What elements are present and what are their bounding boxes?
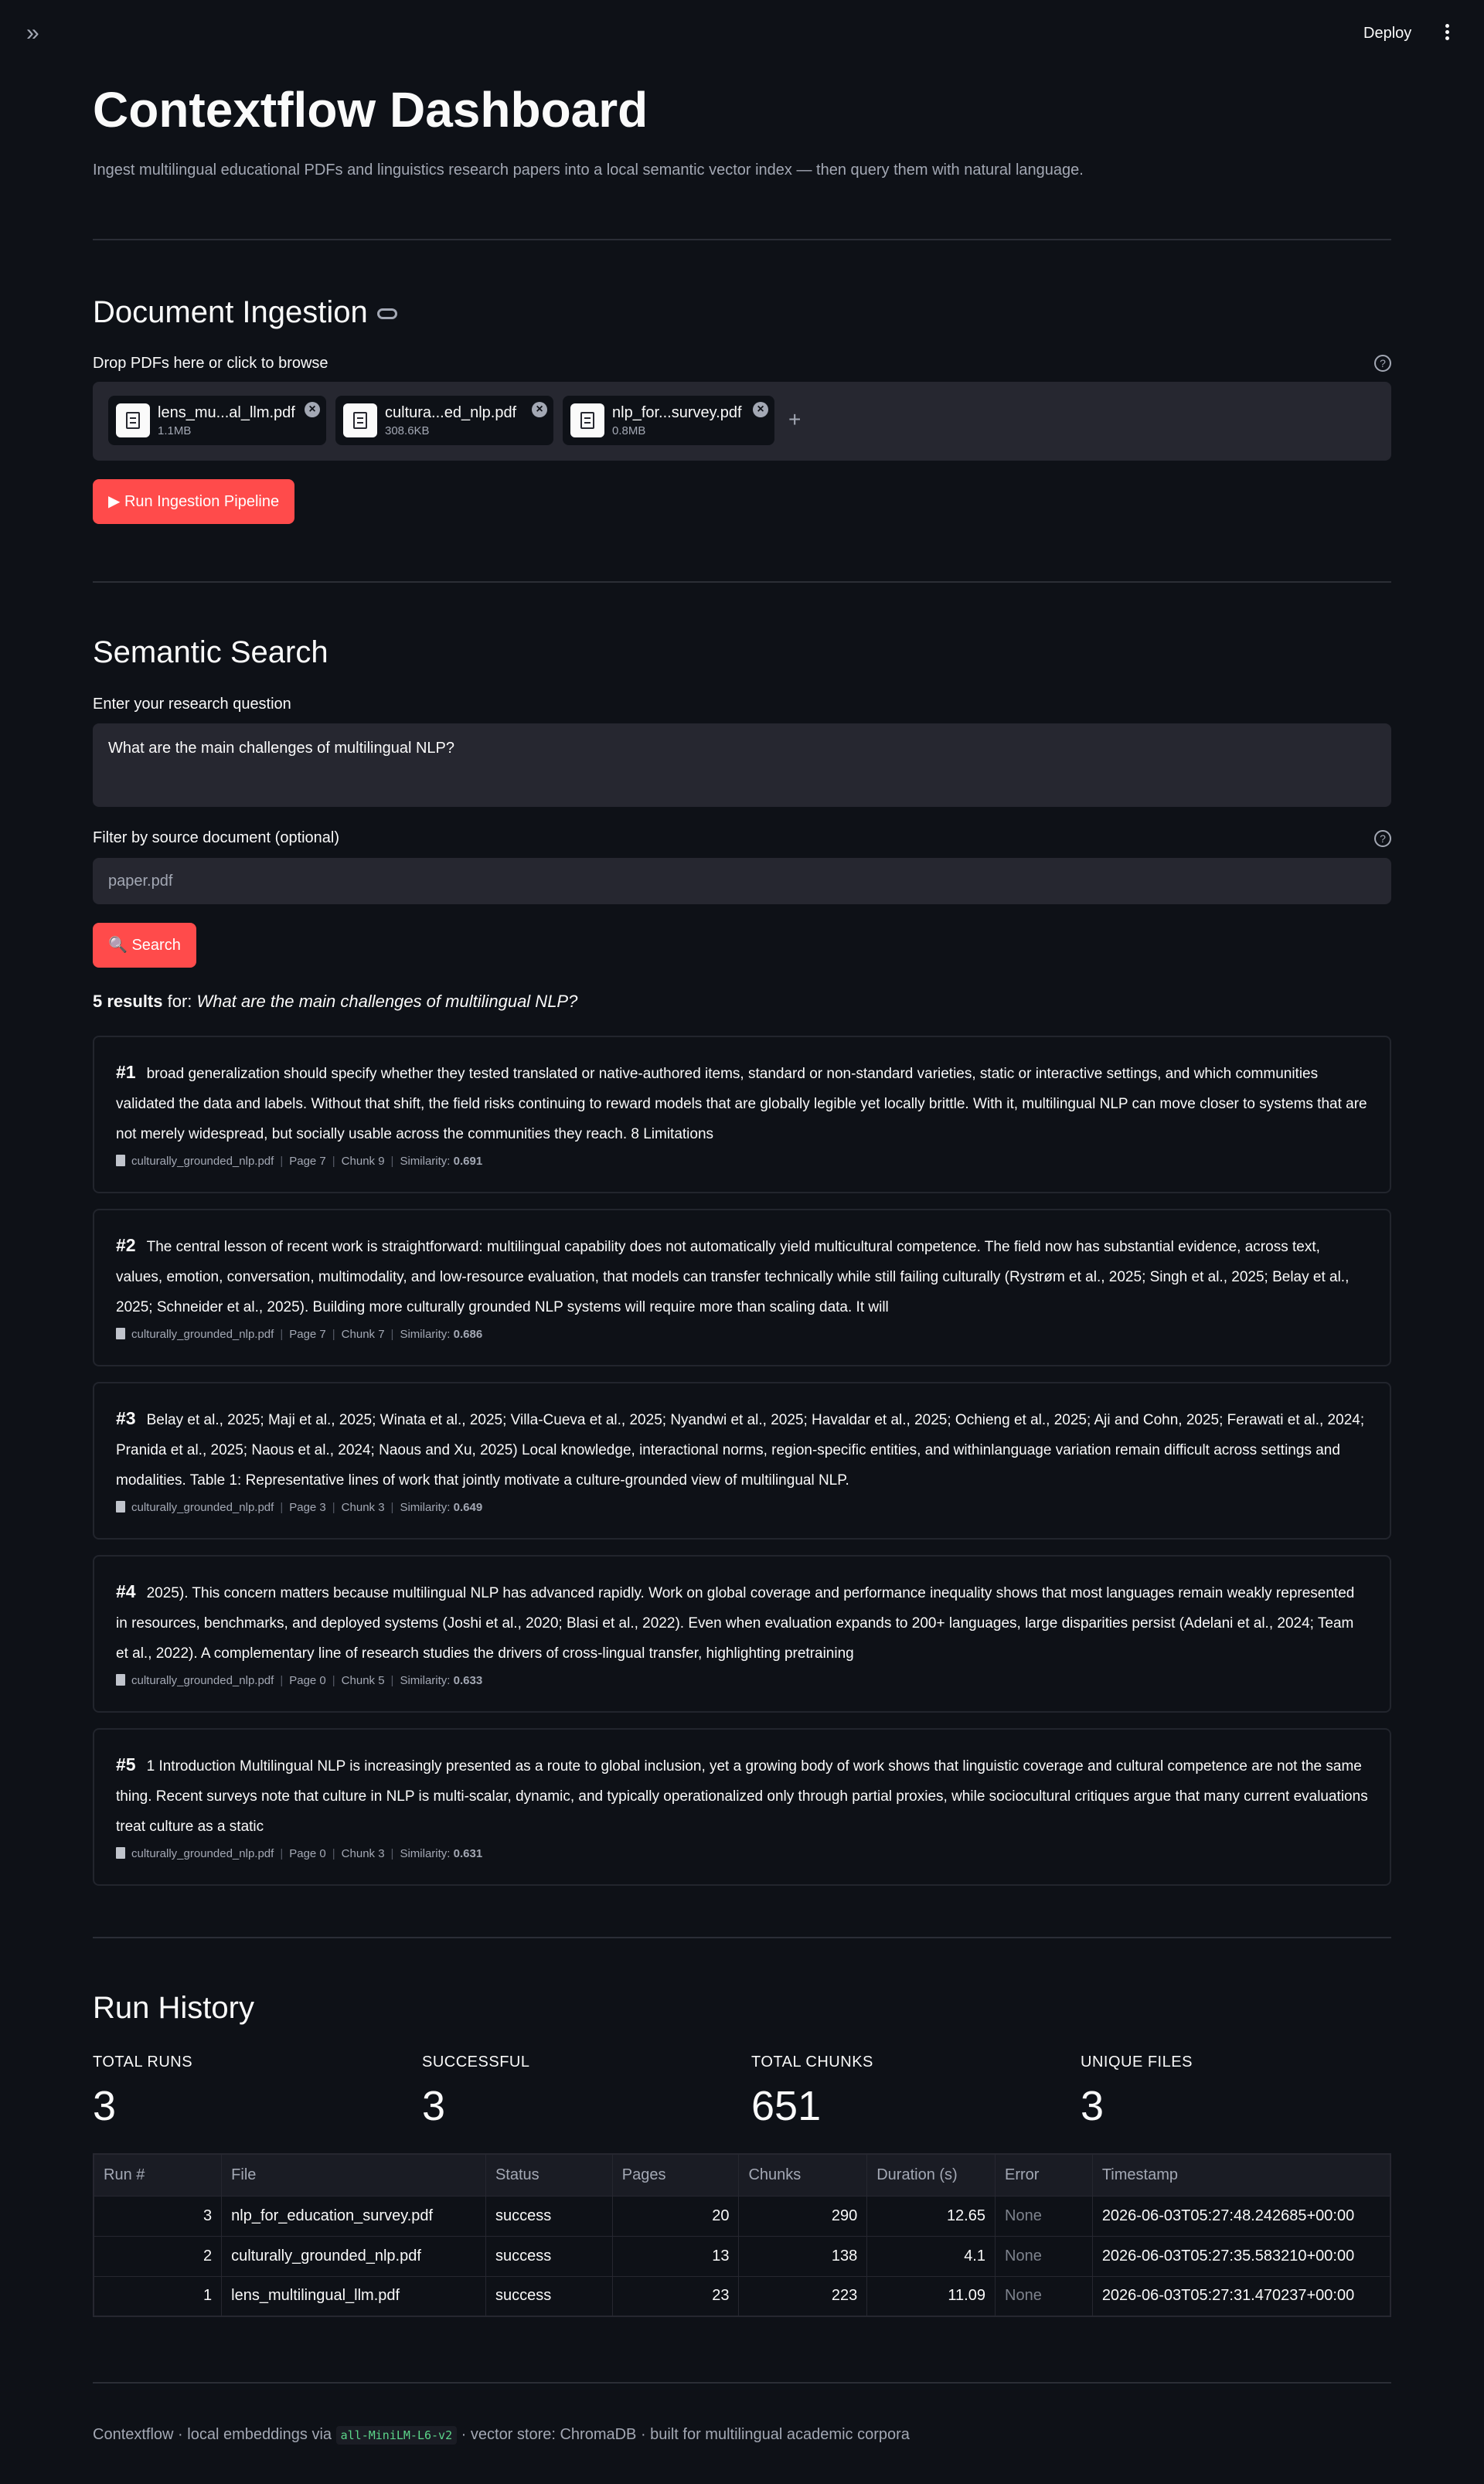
file-name: lens_mu...al_llm.pdf [158, 404, 295, 421]
document-icon [116, 1155, 125, 1166]
column-header[interactable]: Duration (s) [867, 2154, 996, 2196]
table-cell: 223 [739, 2276, 867, 2316]
remove-file-icon[interactable]: × [753, 402, 768, 417]
result-text: 1 Introduction Multilingual NLP is increasingly presented as a route to global inclusion, yet a growing body of work shows that linguistic coverage and cultural competence are not the same thing. Recent surveys note that culture in NLP is multi-scalar, dynamic, and typically operationalized only through partial proxies, while sociocultural critiques argue that many current evaluations treat culture as a static [116, 1758, 1368, 1835]
table-header-row [94, 2154, 1390, 2196]
metric-total-runs: TOTAL RUNS 3 [93, 2054, 193, 2129]
table-cell: success [485, 2276, 612, 2316]
document-icon [116, 1501, 125, 1513]
table-cell: 138 [739, 2236, 867, 2276]
file-dropzone[interactable] [93, 382, 1391, 461]
result-card [93, 1728, 1391, 1886]
divider [93, 1937, 1391, 1938]
add-file-icon[interactable]: + [788, 407, 802, 431]
column-header[interactable]: Chunks [739, 2154, 867, 2196]
divider [93, 239, 1391, 240]
table-cell: 2026-06-03T05:27:31.470237+00:00 [1092, 2276, 1390, 2316]
help-icon[interactable]: ? [1374, 355, 1391, 372]
help-icon[interactable]: ? [1374, 830, 1391, 847]
table-cell: success [485, 2236, 612, 2276]
metric-total-chunks: TOTAL CHUNKS 651 [751, 2054, 873, 2129]
model-name: all-MiniLM-L6-v2 [336, 2426, 458, 2445]
table-row [94, 2196, 1390, 2236]
divider [93, 581, 1391, 583]
file-chip [108, 396, 326, 445]
page-title: Contextflow Dashboard [93, 82, 648, 138]
expand-sidebar-icon[interactable]: » [26, 20, 39, 46]
search-heading: Semantic Search [93, 635, 328, 669]
result-card [93, 1555, 1391, 1713]
table-cell: 2 [94, 2236, 222, 2276]
deploy-button[interactable]: Deploy [1363, 25, 1412, 42]
table-cell: 12.65 [867, 2196, 996, 2236]
question-label: Enter your research question [93, 696, 291, 713]
file-size: 308.6KB [385, 424, 430, 437]
result-rank: #1 [116, 1062, 136, 1082]
table-cell: None [996, 2196, 1093, 2236]
drop-label: Drop PDFs here or click to browse [93, 355, 328, 372]
run-ingestion-button[interactable]: ▶ Run Ingestion Pipeline [93, 479, 294, 524]
file-name: cultura...ed_nlp.pdf [385, 404, 517, 421]
filter-input[interactable]: paper.pdf [93, 858, 1391, 904]
document-icon [116, 1674, 125, 1686]
file-size: 1.1MB [158, 424, 192, 437]
result-card [93, 1036, 1391, 1193]
result-rank: #4 [116, 1581, 136, 1601]
filter-label: Filter by source document (optional) [93, 829, 340, 846]
table-cell: nlp_for_education_survey.pdf [222, 2196, 486, 2236]
column-header[interactable]: Status [485, 2154, 612, 2196]
file-chip [335, 396, 553, 445]
table-cell: 3 [94, 2196, 222, 2236]
main-menu-icon[interactable] [1439, 22, 1455, 45]
column-header[interactable]: Error [996, 2154, 1093, 2196]
search-button[interactable]: 🔍 Search [93, 923, 196, 968]
history-heading: Run History [93, 1991, 254, 2025]
result-rank: #2 [116, 1235, 136, 1255]
result-text: The central lesson of recent work is straightforward: multilingual capability does not automatically yield multicultural competence. The field now has substantial evidence, across text, values, emotion, conversation, multimodality, and low-resource evaluation, that models can transfer technically while still failing culturally (Rystrøm et al., 2025; Singh et al., 2025; Belay et al., 2025; Schneider et al., 2025). Building more culturally grounded NLP systems will require more than scaling data. It will [116, 1239, 1350, 1315]
table-cell: 290 [739, 2196, 867, 2236]
table-row [94, 2276, 1390, 2316]
metric-unique-files: UNIQUE FILES 3 [1081, 2054, 1193, 2129]
table-row [94, 2236, 1390, 2276]
page-subtitle: Ingest multilingual educational PDFs and linguistics research papers into a local semantic vector index — then query them with natural language. [93, 162, 1084, 179]
result-meta: culturally_grounded_nlp.pdf | Page 0 | Chunk 3 | Similarity: 0.631 [116, 1846, 482, 1863]
document-icon [116, 1847, 125, 1859]
result-text: 2025). This concern matters because multilingual NLP has advanced rapidly. Work on global coverage and performance inequality shows that most languages remain weakly represented in resources, benchmarks, and deployed systems (Joshi et al., 2020; Blasi et al., 2022). Even when evaluation expands to 200+ languages, large disparities persist (Adelani et al., 2024; Team et al., 2022). A complementary line of research studies the drivers of cross-lingual transfer, highlighting pretraining [116, 1585, 1355, 1662]
table-cell: None [996, 2276, 1093, 2316]
result-meta: culturally_grounded_nlp.pdf | Page 7 | Chunk 9 | Similarity: 0.691 [116, 1153, 482, 1170]
document-icon [116, 1328, 125, 1339]
table-cell: lens_multilingual_llm.pdf [222, 2276, 486, 2316]
table-cell: success [485, 2196, 612, 2236]
link-icon[interactable] [377, 308, 397, 319]
top-bar [0, 0, 1484, 70]
result-meta: culturally_grounded_nlp.pdf | Page 7 | Chunk 7 | Similarity: 0.686 [116, 1326, 482, 1343]
result-text: broad generalization should specify whether they tested translated or native-authored items, standard or non-standard varieties, static or interactive settings, and which communities validated the data and labels. Without that shift, the field risks continuing to reward models that are globally legible yet locally brittle. With it, multilingual NLP can move closer to systems that are not merely widespread, but socially usable across the communities they reach. 8 Limitations [116, 1066, 1367, 1142]
file-icon [570, 403, 604, 437]
file-icon [116, 403, 150, 437]
column-header[interactable]: Run # [94, 2154, 222, 2196]
result-card [93, 1382, 1391, 1540]
column-header[interactable]: File [222, 2154, 486, 2196]
file-size: 0.8MB [612, 424, 646, 437]
table-cell: culturally_grounded_nlp.pdf [222, 2236, 486, 2276]
result-card [93, 1209, 1391, 1366]
table-cell: None [996, 2236, 1093, 2276]
question-input[interactable]: What are the main challenges of multilingual NLP? [93, 723, 1391, 807]
table-cell: 13 [612, 2236, 739, 2276]
result-meta: culturally_grounded_nlp.pdf | Page 3 | Chunk 3 | Similarity: 0.649 [116, 1499, 482, 1516]
column-header[interactable]: Pages [612, 2154, 739, 2196]
result-rank: #5 [116, 1754, 136, 1775]
result-rank: #3 [116, 1408, 136, 1428]
table-cell: 4.1 [867, 2236, 996, 2276]
footer: Contextflow · local embeddings via all-MiniLM-L6-v2 · vector store: ChromaDB · built for multilingual academic corpora [93, 2426, 910, 2443]
column-header[interactable]: Timestamp [1092, 2154, 1390, 2196]
table-cell: 1 [94, 2276, 222, 2316]
metric-successful: SUCCESSFUL 3 [422, 2054, 530, 2129]
run-history-table[interactable] [93, 2153, 1391, 2317]
remove-file-icon[interactable]: × [532, 402, 547, 417]
divider [93, 2382, 1391, 2384]
table-cell: 2026-06-03T05:27:48.242685+00:00 [1092, 2196, 1390, 2236]
file-icon [343, 403, 377, 437]
ingestion-heading: Document Ingestion [93, 292, 397, 332]
table-cell: 23 [612, 2276, 739, 2316]
results-summary: 5 results for: What are the main challenges of multilingual NLP? [93, 992, 578, 1011]
file-chip [563, 396, 774, 445]
file-name: nlp_for...survey.pdf [612, 404, 742, 421]
table-cell: 2026-06-03T05:27:35.583210+00:00 [1092, 2236, 1390, 2276]
table-cell: 11.09 [867, 2276, 996, 2316]
remove-file-icon[interactable]: × [305, 402, 320, 417]
result-text: Belay et al., 2025; Maji et al., 2025; Winata et al., 2025; Villa-Cueva et al., 2025; Nyandwi et al., 2025; Havaldar et al., 2025; Ochieng et al., 2025; Aji and Cohn, 2025; Ferawati et al., 2024; Pranida et al., 2025; Naous et al., 2024; Naous and Xu, 2025) Local knowledge, interactional norms, region-specific entities, and withinlanguage variation remain difficult across settings and modalities. Table 1: Representative lines of work that jointly motivate a culture-grounded view of multilingual NLP. [116, 1412, 1365, 1489]
table-cell: 20 [612, 2196, 739, 2236]
result-meta: culturally_grounded_nlp.pdf | Page 0 | Chunk 5 | Similarity: 0.633 [116, 1672, 482, 1689]
